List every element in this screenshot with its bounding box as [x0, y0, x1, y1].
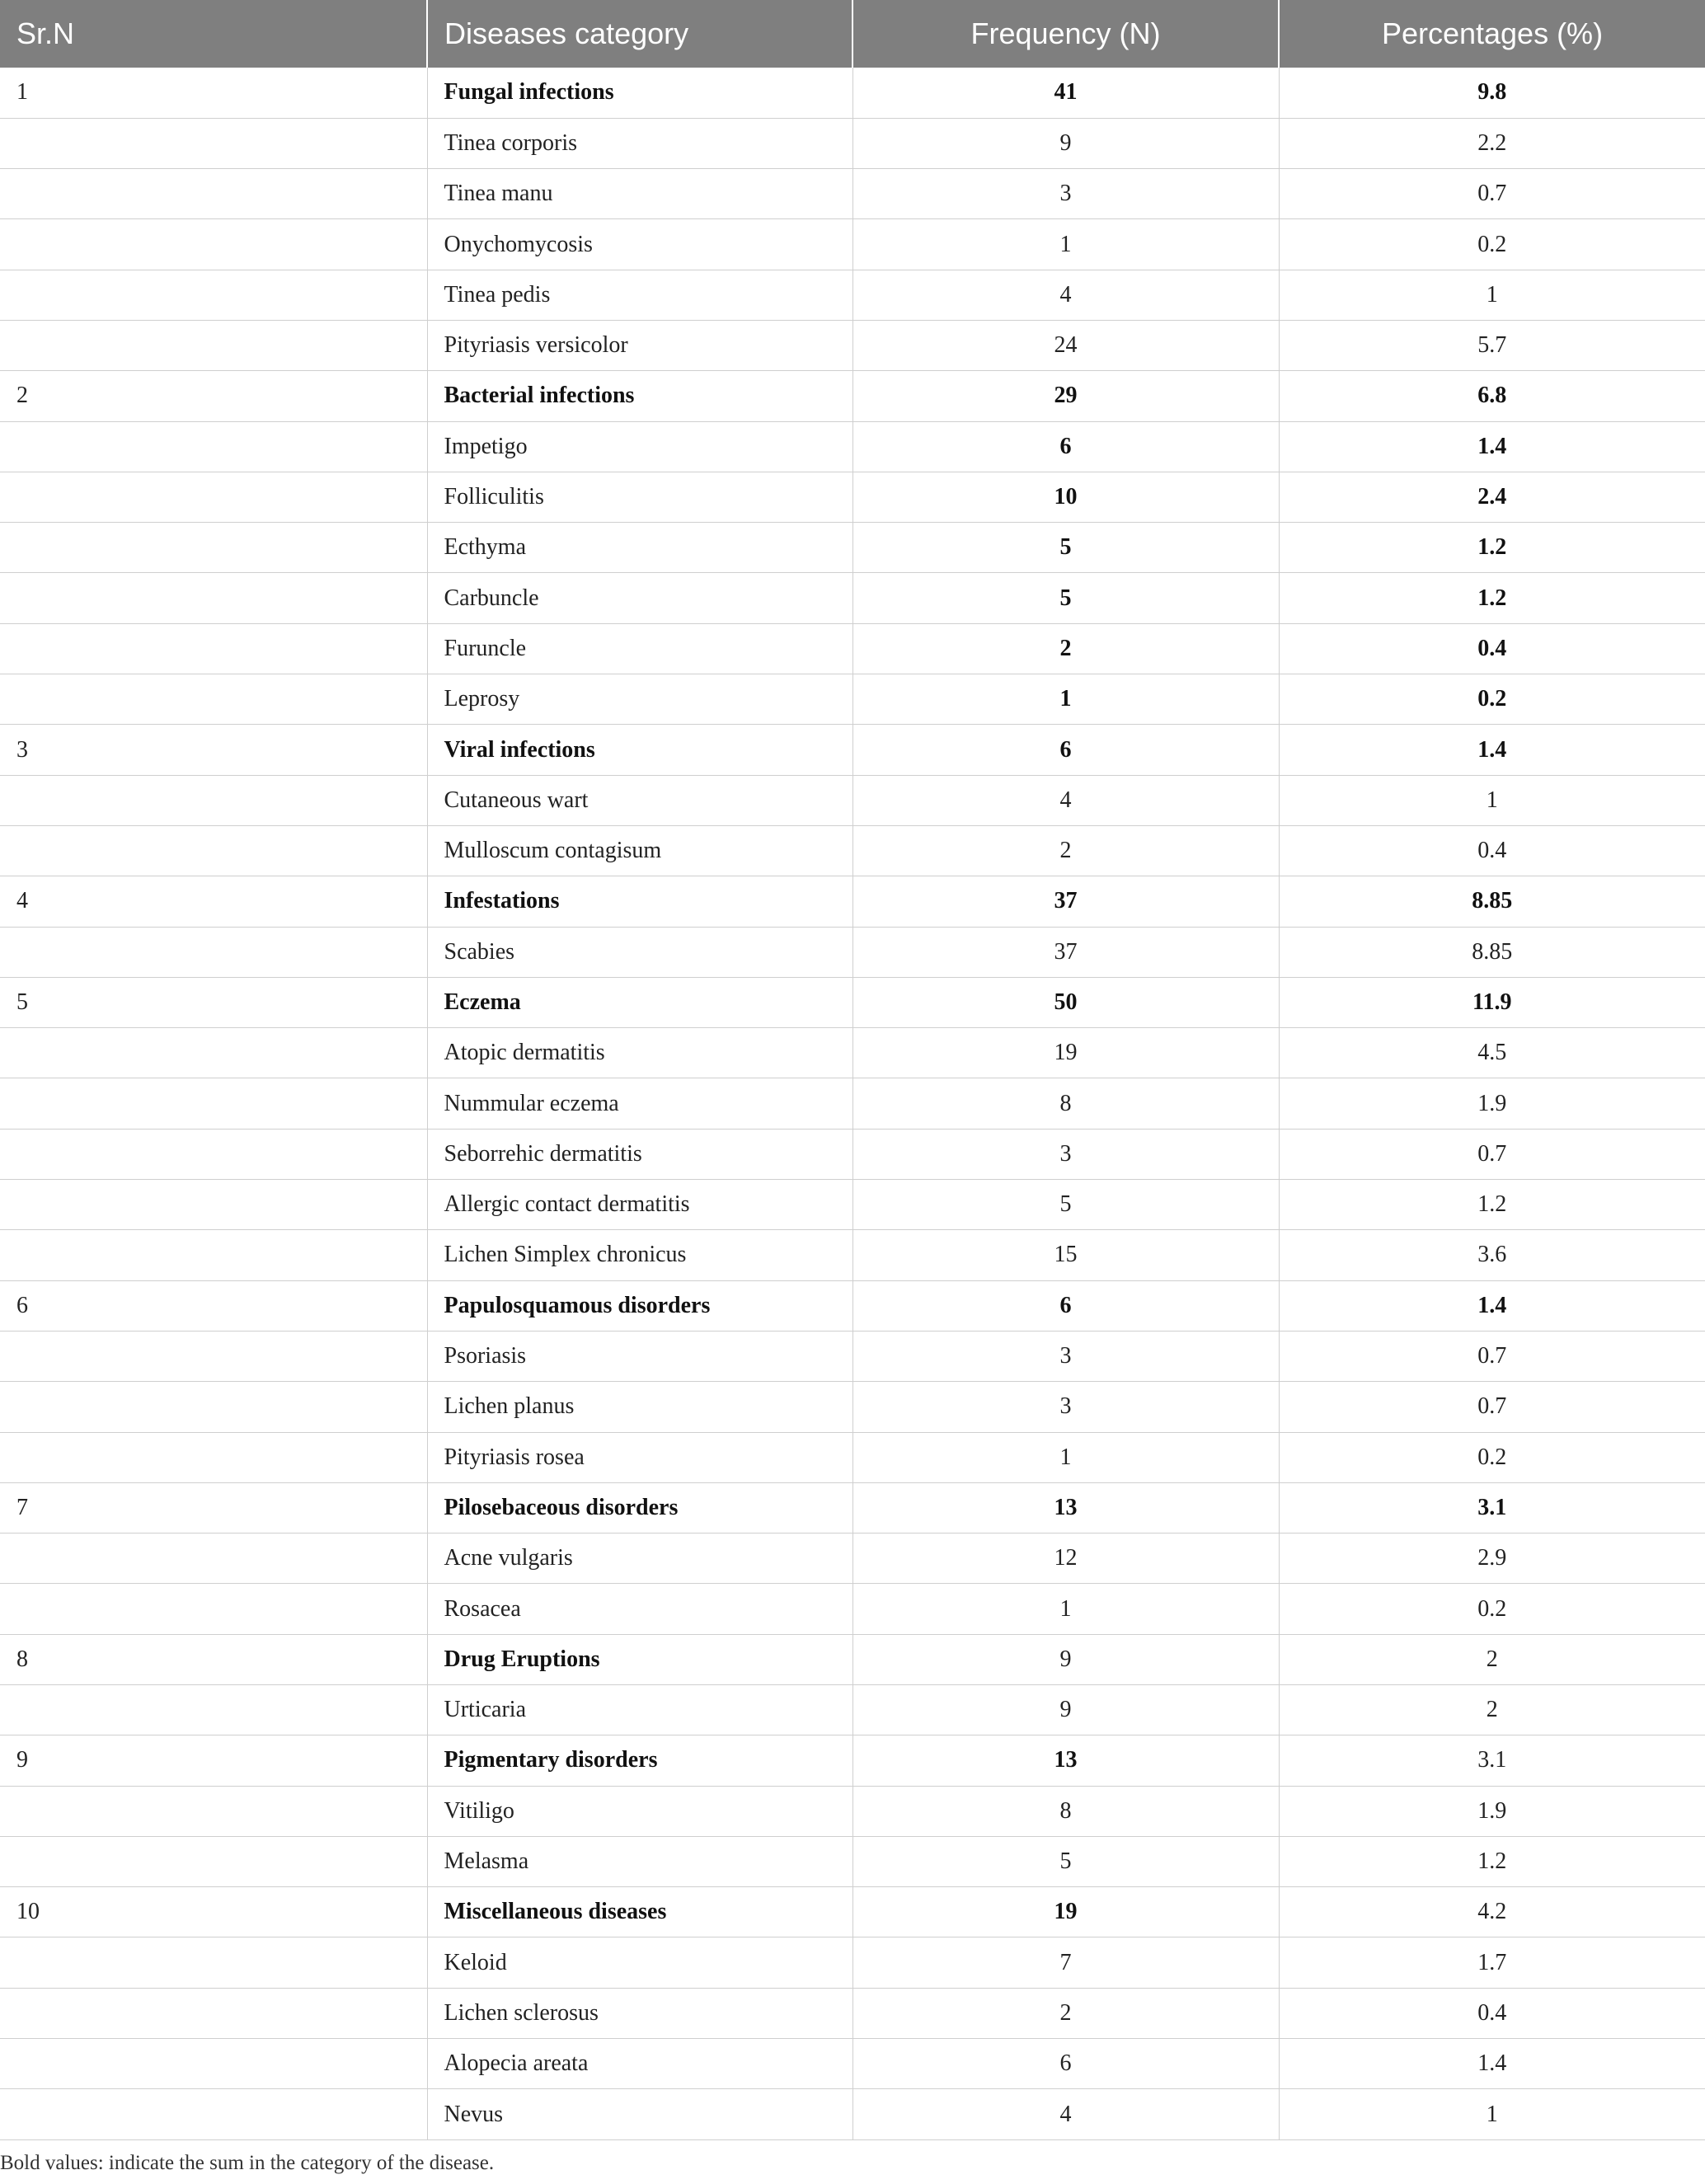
cell-sr-no — [0, 1432, 427, 1482]
cell-percentage: 8.85 — [1279, 876, 1705, 927]
cell-disease-name: Acne vulgaris — [427, 1533, 852, 1584]
cell-disease-name: Carbuncle — [427, 573, 852, 623]
cell-percentage: 3.1 — [1279, 1482, 1705, 1533]
cell-disease-name: Pilosebaceous disorders — [427, 1482, 852, 1533]
cell-disease-name: Infestations — [427, 876, 852, 927]
cell-disease-name: Onychomycosis — [427, 219, 852, 270]
table-row — [0, 1685, 1705, 1735]
cell-percentage: 0.7 — [1279, 169, 1705, 219]
cell-frequency: 5 — [852, 573, 1279, 623]
cell-frequency: 1 — [852, 674, 1279, 725]
cell-disease-name: Pigmentary disorders — [427, 1735, 852, 1786]
cell-sr-no — [0, 573, 427, 623]
table-row — [0, 1786, 1705, 1836]
header-row — [0, 0, 1705, 68]
cell-frequency: 37 — [852, 876, 1279, 927]
table-row — [0, 876, 1705, 927]
cell-sr-no — [0, 2039, 427, 2089]
table-row — [0, 1180, 1705, 1230]
cell-frequency: 5 — [852, 523, 1279, 573]
cell-disease-name: Vitiligo — [427, 1786, 852, 1836]
cell-disease-name: Nevus — [427, 2089, 852, 2139]
cell-sr-no — [0, 2089, 427, 2139]
table-header — [0, 0, 1705, 68]
cell-frequency: 2 — [852, 623, 1279, 674]
cell-sr-no — [0, 1584, 427, 1634]
cell-disease-name: Tinea manu — [427, 169, 852, 219]
cell-disease-name: Furuncle — [427, 623, 852, 674]
cell-disease-name: Cutaneous wart — [427, 775, 852, 825]
cell-percentage: 0.2 — [1279, 1584, 1705, 1634]
cell-disease-name: Fungal infections — [427, 68, 852, 118]
cell-frequency: 4 — [852, 775, 1279, 825]
cell-sr-no — [0, 674, 427, 725]
table-row — [0, 2089, 1705, 2139]
cell-disease-name: Alopecia areata — [427, 2039, 852, 2089]
table-body — [0, 68, 1705, 2139]
cell-disease-name: Scabies — [427, 927, 852, 977]
cell-frequency: 6 — [852, 725, 1279, 775]
table-row — [0, 1230, 1705, 1280]
cell-percentage: 1.4 — [1279, 1280, 1705, 1331]
cell-disease-name: Keloid — [427, 1937, 852, 1988]
cell-percentage: 8.85 — [1279, 927, 1705, 977]
cell-frequency: 15 — [852, 1230, 1279, 1280]
cell-sr-no — [0, 1180, 427, 1230]
cell-percentage: 2.2 — [1279, 118, 1705, 168]
cell-disease-name: Leprosy — [427, 674, 852, 725]
cell-frequency: 2 — [852, 825, 1279, 876]
table-row — [0, 775, 1705, 825]
table-row — [0, 472, 1705, 522]
cell-percentage: 1.9 — [1279, 1786, 1705, 1836]
cell-percentage: 0.4 — [1279, 825, 1705, 876]
cell-disease-name: Miscellaneous diseases — [427, 1887, 852, 1937]
cell-disease-name: Bacterial infections — [427, 371, 852, 421]
cell-percentage: 1.2 — [1279, 1180, 1705, 1230]
cell-percentage: 3.6 — [1279, 1230, 1705, 1280]
cell-sr-no — [0, 623, 427, 674]
cell-frequency: 6 — [852, 1280, 1279, 1331]
cell-percentage: 0.4 — [1279, 1988, 1705, 2038]
cell-percentage: 2.4 — [1279, 472, 1705, 522]
cell-frequency: 8 — [852, 1078, 1279, 1129]
cell-percentage: 2 — [1279, 1685, 1705, 1735]
table-row — [0, 1735, 1705, 1786]
table-row — [0, 270, 1705, 320]
cell-percentage: 1.2 — [1279, 573, 1705, 623]
cell-sr-no — [0, 775, 427, 825]
table-row — [0, 219, 1705, 270]
cell-frequency: 19 — [852, 1887, 1279, 1937]
cell-sr-no: 9 — [0, 1735, 427, 1786]
cell-disease-name: Ecthyma — [427, 523, 852, 573]
cell-percentage: 5.7 — [1279, 320, 1705, 370]
header-sr-no: Sr.N — [0, 0, 427, 68]
cell-sr-no: 8 — [0, 1634, 427, 1684]
table-row — [0, 825, 1705, 876]
cell-percentage: 0.2 — [1279, 674, 1705, 725]
cell-percentage: 1.2 — [1279, 523, 1705, 573]
cell-disease-name: Folliculitis — [427, 472, 852, 522]
table-footnote: Bold values: indicate the sum in the category of the disease. — [0, 2152, 495, 2174]
cell-frequency: 1 — [852, 219, 1279, 270]
cell-percentage: 1.2 — [1279, 1836, 1705, 1886]
table-row — [0, 169, 1705, 219]
table-row — [0, 118, 1705, 168]
cell-percentage: 4.5 — [1279, 1028, 1705, 1078]
cell-frequency: 4 — [852, 270, 1279, 320]
table-row — [0, 523, 1705, 573]
cell-percentage: 1.9 — [1279, 1078, 1705, 1129]
header-disease-category: Diseases category — [427, 0, 852, 68]
cell-disease-name: Eczema — [427, 977, 852, 1027]
cell-sr-no — [0, 219, 427, 270]
cell-frequency: 5 — [852, 1836, 1279, 1886]
table-row — [0, 1482, 1705, 1533]
table-row — [0, 1129, 1705, 1179]
table-row — [0, 1937, 1705, 1988]
table-row — [0, 674, 1705, 725]
table-row — [0, 2039, 1705, 2089]
table-row — [0, 68, 1705, 118]
cell-percentage: 0.4 — [1279, 623, 1705, 674]
cell-frequency: 9 — [852, 118, 1279, 168]
cell-sr-no: 2 — [0, 371, 427, 421]
cell-disease-name: Tinea corporis — [427, 118, 852, 168]
cell-frequency: 6 — [852, 2039, 1279, 2089]
table-row — [0, 1887, 1705, 1937]
cell-percentage: 11.9 — [1279, 977, 1705, 1027]
cell-frequency: 10 — [852, 472, 1279, 522]
cell-percentage: 0.7 — [1279, 1331, 1705, 1381]
table-row — [0, 1382, 1705, 1432]
cell-percentage: 1 — [1279, 270, 1705, 320]
table-row — [0, 1432, 1705, 1482]
cell-sr-no: 5 — [0, 977, 427, 1027]
cell-frequency: 3 — [852, 169, 1279, 219]
cell-sr-no — [0, 1937, 427, 1988]
cell-percentage: 0.2 — [1279, 219, 1705, 270]
cell-sr-no — [0, 1533, 427, 1584]
cell-percentage: 0.2 — [1279, 1432, 1705, 1482]
table-row — [0, 977, 1705, 1027]
header-percentage: Percentages (%) — [1279, 0, 1705, 68]
cell-disease-name: Pityriasis versicolor — [427, 320, 852, 370]
cell-percentage: 1.4 — [1279, 725, 1705, 775]
cell-sr-no — [0, 1230, 427, 1280]
cell-disease-name: Pityriasis rosea — [427, 1432, 852, 1482]
cell-disease-name: Seborrehic dermatitis — [427, 1129, 852, 1179]
cell-frequency: 2 — [852, 1988, 1279, 2038]
cell-disease-name: Mulloscum contagisum — [427, 825, 852, 876]
cell-sr-no — [0, 421, 427, 472]
table-row — [0, 320, 1705, 370]
cell-frequency: 3 — [852, 1331, 1279, 1381]
cell-frequency: 24 — [852, 320, 1279, 370]
cell-disease-name: Melasma — [427, 1836, 852, 1886]
table-row — [0, 1028, 1705, 1078]
cell-frequency: 8 — [852, 1786, 1279, 1836]
cell-frequency: 37 — [852, 927, 1279, 977]
table-row — [0, 1533, 1705, 1584]
cell-frequency: 19 — [852, 1028, 1279, 1078]
cell-disease-name: Psoriasis — [427, 1331, 852, 1381]
cell-frequency: 3 — [852, 1129, 1279, 1179]
table-row — [0, 1836, 1705, 1886]
cell-sr-no: 1 — [0, 68, 427, 118]
cell-frequency: 9 — [852, 1685, 1279, 1735]
cell-sr-no — [0, 169, 427, 219]
cell-disease-name: Nummular eczema — [427, 1078, 852, 1129]
cell-frequency: 12 — [852, 1533, 1279, 1584]
cell-sr-no: 4 — [0, 876, 427, 927]
cell-percentage: 0.7 — [1279, 1129, 1705, 1179]
table-row — [0, 623, 1705, 674]
cell-disease-name: Lichen planus — [427, 1382, 852, 1432]
cell-sr-no — [0, 523, 427, 573]
cell-sr-no — [0, 1988, 427, 2038]
cell-frequency: 5 — [852, 1180, 1279, 1230]
cell-percentage: 3.1 — [1279, 1735, 1705, 1786]
header-frequency: Frequency (N) — [852, 0, 1279, 68]
table-row — [0, 1280, 1705, 1331]
cell-disease-name: Lichen Simplex chronicus — [427, 1230, 852, 1280]
table-row — [0, 1584, 1705, 1634]
table-row — [0, 1331, 1705, 1381]
cell-disease-name: Lichen sclerosus — [427, 1988, 852, 2038]
table-row — [0, 1988, 1705, 2038]
table-row — [0, 927, 1705, 977]
cell-percentage: 9.8 — [1279, 68, 1705, 118]
cell-percentage: 1.4 — [1279, 2039, 1705, 2089]
table-row — [0, 1634, 1705, 1684]
table-row — [0, 1078, 1705, 1129]
cell-percentage: 1 — [1279, 775, 1705, 825]
cell-frequency: 7 — [852, 1937, 1279, 1988]
cell-sr-no — [0, 825, 427, 876]
cell-sr-no — [0, 1028, 427, 1078]
cell-frequency: 50 — [852, 977, 1279, 1027]
cell-sr-no — [0, 1129, 427, 1179]
cell-sr-no — [0, 118, 427, 168]
cell-disease-name: Viral infections — [427, 725, 852, 775]
cell-disease-name: Papulosquamous disorders — [427, 1280, 852, 1331]
cell-sr-no — [0, 270, 427, 320]
cell-sr-no — [0, 1685, 427, 1735]
cell-disease-name: Impetigo — [427, 421, 852, 472]
table-row — [0, 421, 1705, 472]
cell-sr-no — [0, 472, 427, 522]
cell-sr-no — [0, 320, 427, 370]
cell-frequency: 1 — [852, 1432, 1279, 1482]
cell-frequency: 4 — [852, 2089, 1279, 2139]
cell-disease-name: Allergic contact dermatitis — [427, 1180, 852, 1230]
cell-percentage: 4.2 — [1279, 1887, 1705, 1937]
cell-frequency: 9 — [852, 1634, 1279, 1684]
table-row — [0, 725, 1705, 775]
cell-sr-no — [0, 1331, 427, 1381]
table-row — [0, 573, 1705, 623]
cell-sr-no — [0, 1382, 427, 1432]
cell-frequency: 3 — [852, 1382, 1279, 1432]
cell-sr-no — [0, 1786, 427, 1836]
cell-disease-name: Tinea pedis — [427, 270, 852, 320]
cell-sr-no: 6 — [0, 1280, 427, 1331]
cell-disease-name: Rosacea — [427, 1584, 852, 1634]
cell-frequency: 41 — [852, 68, 1279, 118]
cell-frequency: 6 — [852, 421, 1279, 472]
cell-sr-no: 10 — [0, 1887, 427, 1937]
cell-sr-no — [0, 1836, 427, 1886]
cell-percentage: 0.7 — [1279, 1382, 1705, 1432]
cell-sr-no — [0, 1078, 427, 1129]
cell-sr-no: 3 — [0, 725, 427, 775]
cell-sr-no — [0, 927, 427, 977]
cell-disease-name: Urticaria — [427, 1685, 852, 1735]
cell-frequency: 13 — [852, 1735, 1279, 1786]
cell-frequency: 29 — [852, 371, 1279, 421]
cell-disease-name: Drug Eruptions — [427, 1634, 852, 1684]
table-row — [0, 371, 1705, 421]
cell-frequency: 13 — [852, 1482, 1279, 1533]
cell-percentage: 1.4 — [1279, 421, 1705, 472]
cell-percentage: 1.7 — [1279, 1937, 1705, 1988]
cell-percentage: 2 — [1279, 1634, 1705, 1684]
cell-sr-no: 7 — [0, 1482, 427, 1533]
cell-frequency: 1 — [852, 1584, 1279, 1634]
cell-percentage: 2.9 — [1279, 1533, 1705, 1584]
cell-disease-name: Atopic dermatitis — [427, 1028, 852, 1078]
cell-percentage: 6.8 — [1279, 371, 1705, 421]
cell-percentage: 1 — [1279, 2089, 1705, 2139]
